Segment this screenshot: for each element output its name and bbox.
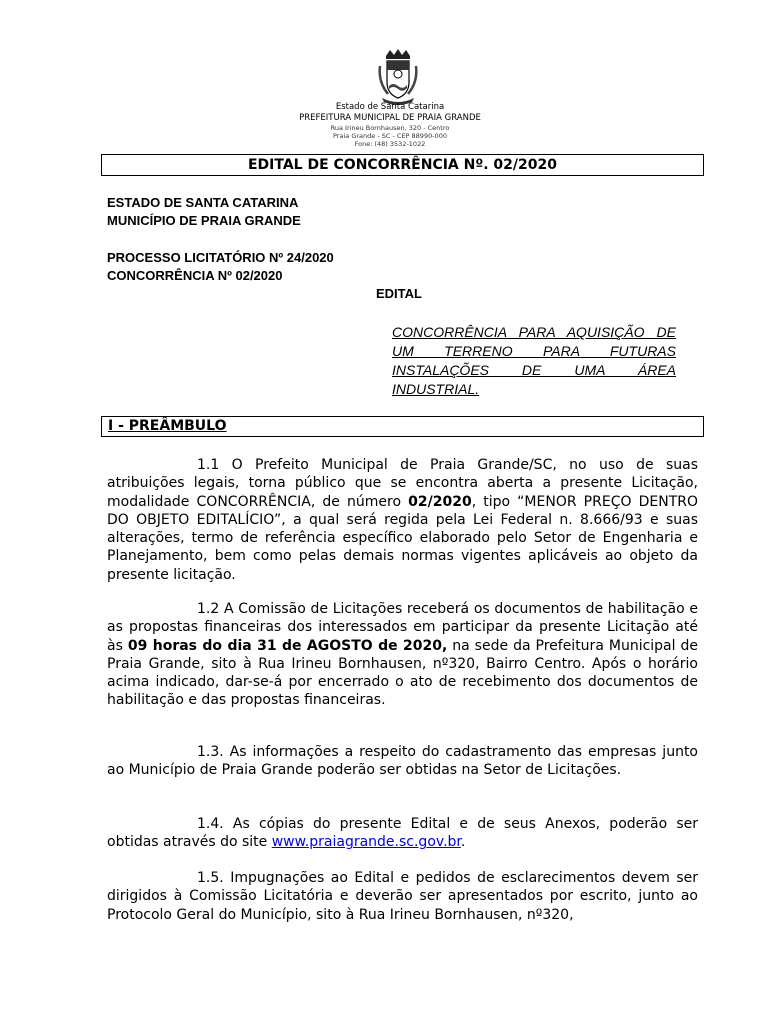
p2-deadline: 09 horas do dia 31 de AGOSTO de 2020, xyxy=(127,637,448,654)
p1-number: 02/2020 xyxy=(408,493,472,510)
website-link[interactable]: www.praiagrande.sc.gov.br xyxy=(271,834,461,851)
p1-text-a: 1.1 O Prefeito Municipal de Praia Grande/SC, no uso de suas atribuições legais, torna público que se encontra aberta a presente Licitação, modalidade CONCORRÊNCIA, de número xyxy=(107,457,698,510)
header-state: Estado de Santa Catarina xyxy=(335,102,445,112)
paragraph-1-5 xyxy=(107,869,698,924)
p4-text-a: 1.4. As cópias do presente Edital e de seus Anexos, poderão ser obtidas através do site xyxy=(107,816,698,851)
state-name: ESTADO DE SANTA CATARINA xyxy=(107,195,299,210)
section-title: I - PREÂMBULO xyxy=(108,418,227,434)
p2-text-c: na sede da Prefeitura Municipal de Praia Grande, sito à Rua Irineu Bornhausen, nº320, Bairro Centro. Após o horário acima indicado, dar-se-á por encerrado o ato de recebimento dos documentos de habilitação e das propostas financeiras. xyxy=(107,637,699,709)
paragraph-1-3 xyxy=(107,743,698,780)
p2-text-a: 1.2 A Comissão de Licitações receberá os documentos de habilitação e as propostas financeiras dos interessados em participar da presente Licitação até às xyxy=(107,601,698,654)
header-address-line2: Praia Grande - SC - CEP 88990-000 xyxy=(333,132,447,140)
header-prefecture: PREFEITURA MUNICIPAL DE PRAIA GRANDE xyxy=(299,113,481,123)
p5-text: 1.5. Impugnações ao Edital e pedidos de esclarecimentos devem ser dirigidos à Comissão Licitatória e deverão ser apresentados por escrito, junto ao Protocolo Geral do Município, sito à Rua Irineu Bornhausen, nº320, xyxy=(107,870,698,923)
header-address-line3: Fone: (48) 3532-1022 xyxy=(354,140,426,148)
object-line: CONCORRÊNCIA PARA AQUISIÇÃO DE xyxy=(392,324,676,340)
section-preambulo xyxy=(101,416,704,437)
paragraph-1-4 xyxy=(107,815,698,852)
concorrencia-number: CONCORRÊNCIA Nº 02/2020 xyxy=(107,268,283,283)
paragraph-1-2 xyxy=(107,600,698,710)
p3-text: 1.3. As informações a respeito do cadastramento das empresas junto ao Município de Praia Grande poderão ser obtidas na Setor de Licitações. xyxy=(107,744,698,779)
edital-label: EDITAL xyxy=(376,286,422,301)
header-address-line1: Rua Irineu Bornhausen, 320 - Centro xyxy=(330,124,450,132)
object-line: INDUSTRIAL. xyxy=(392,381,480,397)
paragraph-1-1 xyxy=(107,456,698,584)
object-description xyxy=(392,323,676,399)
p1-text-c: , tipo “MENOR PREÇO DENTRO DO OBJETO EDITALÍCIO”, a qual será regida pela Lei Federal n. 8.666/93 e suas alterações, termo de referência específico elaborado pelo Setor de Engenharia e Planejamento, bem como pelas demais normas vigentes aplicáveis ao objeto da presente licitação. xyxy=(107,493,698,583)
process-number: PROCESSO LICITATÓRIO Nº 24/2020 xyxy=(107,250,334,265)
document-title: EDITAL DE CONCORRÊNCIA Nº. 02/2020 xyxy=(101,154,704,176)
p4-text-c: . xyxy=(460,834,466,851)
object-line: UM TERRENO PARA FUTURAS xyxy=(392,343,676,359)
municipality-name: MUNICÍPIO DE PRAIA GRANDE xyxy=(107,213,301,228)
object-line: INSTALAÇÕES DE UMA ÁREA xyxy=(392,362,676,378)
municipal-coat-of-arms xyxy=(376,48,420,106)
